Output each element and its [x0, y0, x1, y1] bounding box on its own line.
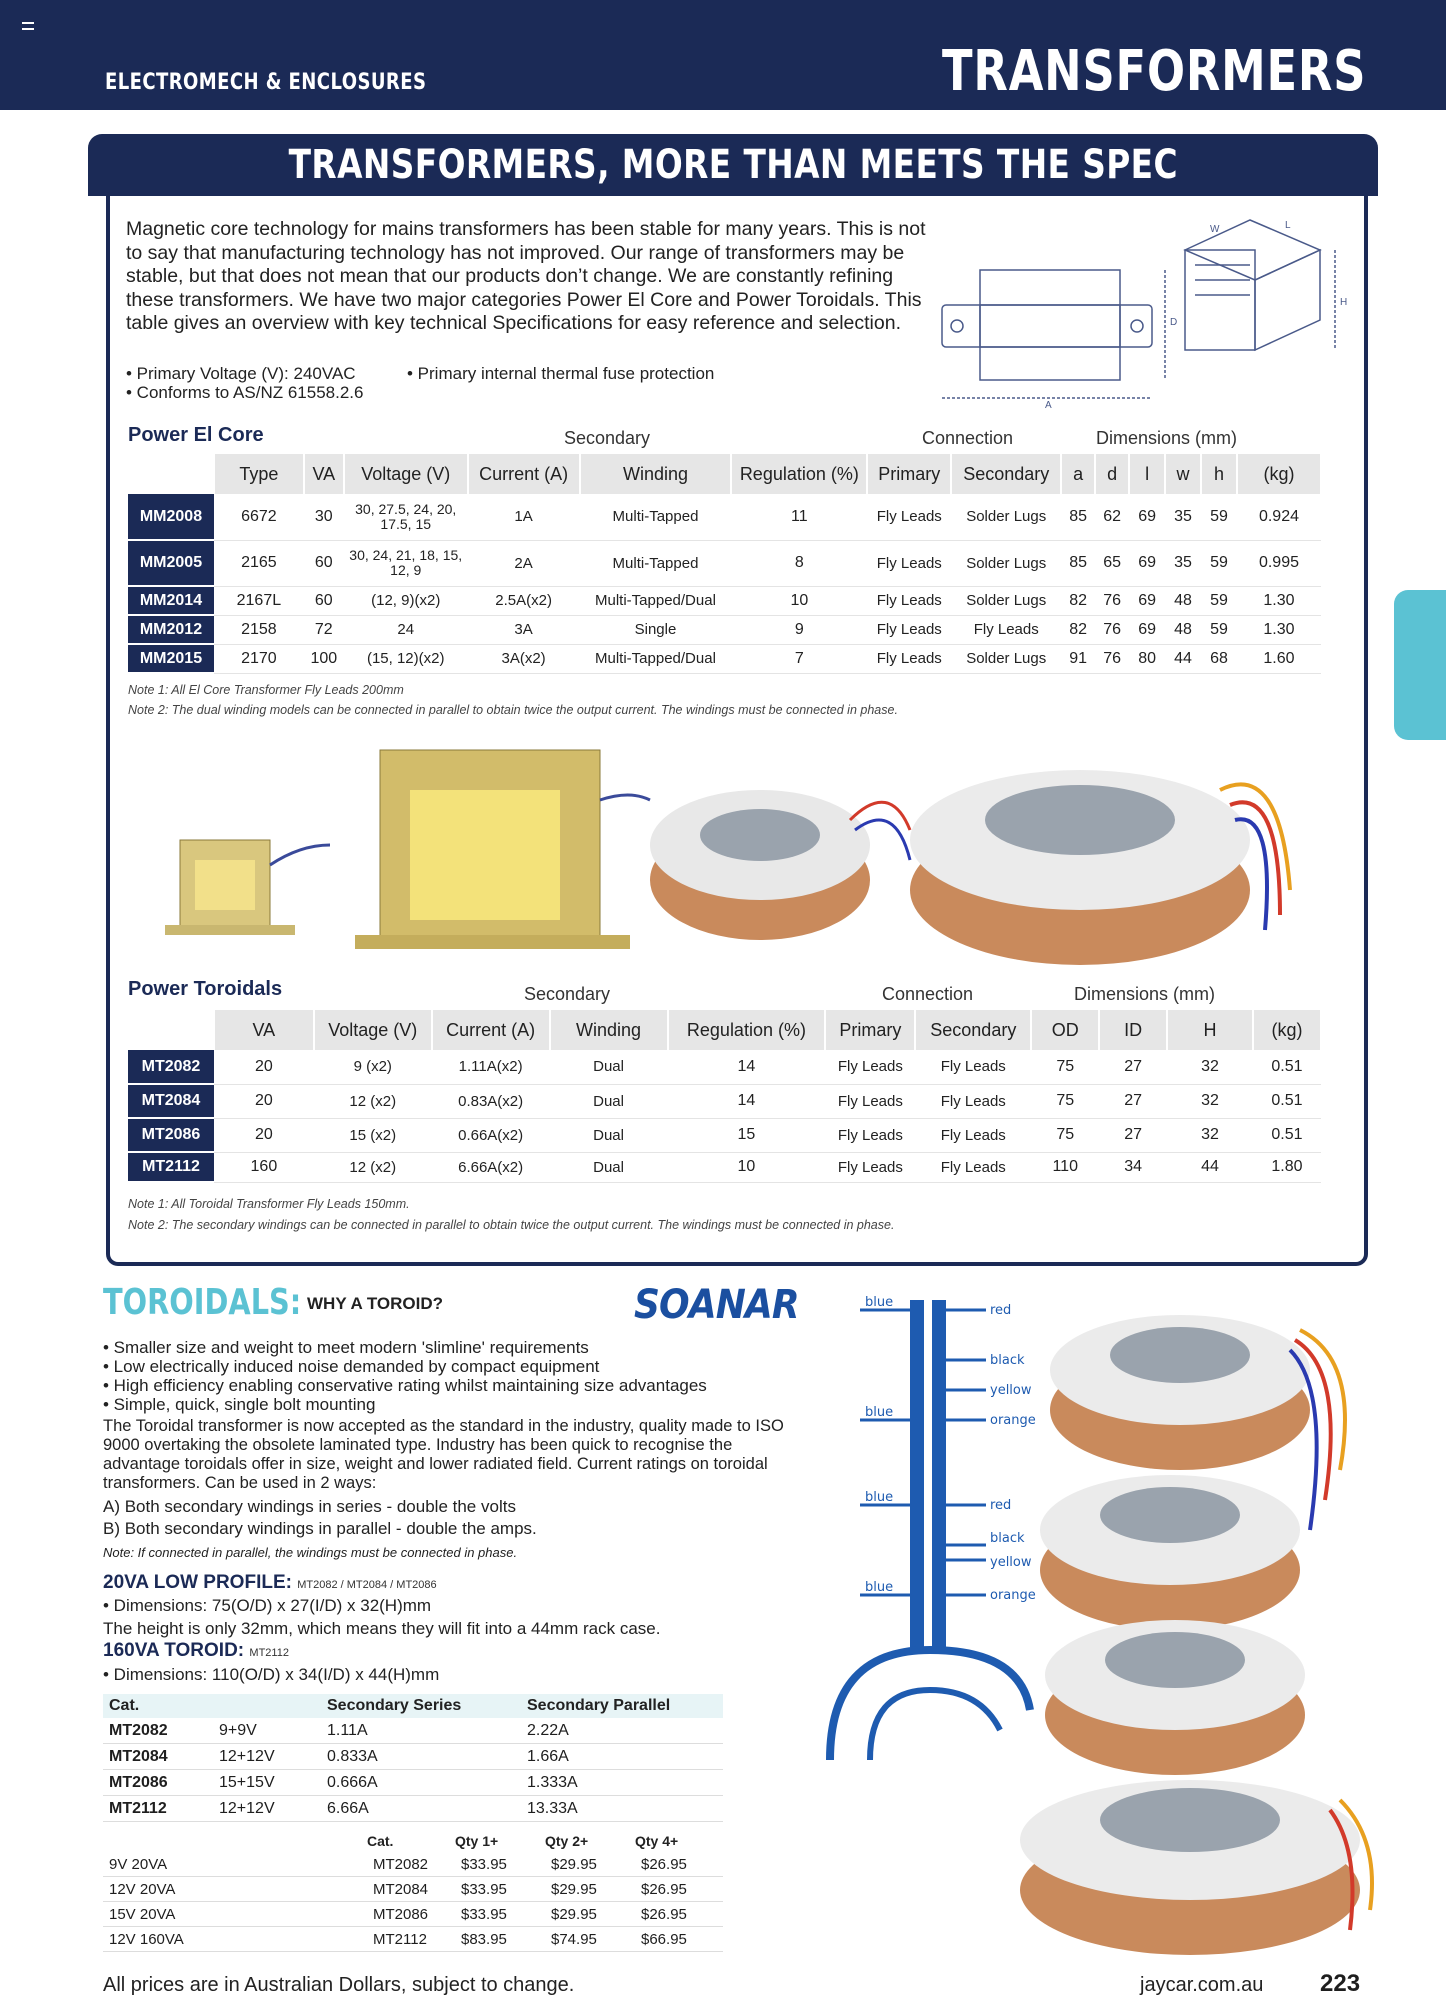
cell-va: 100: [304, 644, 344, 673]
cmp-parallel: 1.333A: [521, 1770, 723, 1796]
diagram-label-d: D: [1170, 317, 1178, 328]
el-core-group-dimensions: Dimensions (mm): [1096, 428, 1238, 448]
cell-h: 32: [1167, 1118, 1253, 1152]
cell-primary: Fly Leads: [867, 586, 951, 615]
cell-kg: 1.80: [1253, 1152, 1321, 1182]
cat-code: MM2012: [128, 615, 214, 644]
col-primary: Primary: [867, 454, 951, 494]
cell-a: 85: [1061, 494, 1095, 540]
table-row: [128, 615, 1321, 644]
col-h: H: [1167, 1010, 1253, 1050]
cmp-voltage: 12+12V: [213, 1796, 321, 1822]
cmp-parallel: 1.66A: [521, 1744, 723, 1770]
cell-primary: Fly Leads: [867, 540, 951, 586]
toroid-stack-2: [1040, 1475, 1300, 1630]
cell-va: 20: [214, 1118, 314, 1152]
toroidals-group-secondary: Secondary: [524, 984, 611, 1004]
price-header-row: [103, 1830, 723, 1852]
el-core-title: Power El Core: [128, 424, 264, 446]
banner-title: TRANSFORMERS, MORE THAN MEETS THE SPEC: [288, 142, 1178, 188]
why-bullet-4: • Simple, quick, single bolt mounting: [103, 1395, 376, 1414]
cell-h: 59: [1201, 615, 1237, 644]
cell-secondary: Fly Leads: [915, 1084, 1031, 1118]
cell-primary: Fly Leads: [867, 644, 951, 673]
cat-code: MM2008: [128, 494, 214, 540]
cell-d: 76: [1095, 615, 1129, 644]
cell-winding: Multi-Tapped/Dual: [580, 586, 732, 615]
cell-current: 2.5A(x2): [468, 586, 580, 615]
price-col-cat: Cat.: [367, 1833, 394, 1849]
cat-code: MT2112: [128, 1152, 214, 1182]
cell-voltage: 12 (x2): [314, 1152, 432, 1182]
toroid-stack-3: [1045, 1620, 1305, 1775]
cat-code: MT2082: [128, 1050, 214, 1084]
price-qty1: $33.95: [455, 1852, 545, 1877]
cell-current: 1.11A(x2): [432, 1050, 550, 1084]
cell-current: 6.66A(x2): [432, 1152, 550, 1182]
cell-l: 69: [1129, 615, 1165, 644]
cell-l: 80: [1129, 644, 1165, 673]
price-qty4: $26.95: [635, 1877, 723, 1902]
cell-current: 0.66A(x2): [432, 1118, 550, 1152]
low-profile-cats: MT2082 / MT2084 / MT2086: [297, 1579, 437, 1591]
wire-label-yellow: yellow: [990, 1383, 1032, 1398]
price-col-qty2: Qty 2+: [545, 1833, 589, 1849]
col-id: ID: [1099, 1010, 1167, 1050]
cell-od: 110: [1031, 1152, 1099, 1182]
toroidals-group-connection: Connection: [882, 984, 974, 1004]
cell-h: 32: [1167, 1050, 1253, 1084]
cell-id: 27: [1099, 1118, 1167, 1152]
cell-va: 20: [214, 1084, 314, 1118]
toroid-stack-photo: [1010, 1270, 1410, 1960]
why-note: Note: If connected in parallel, the windings must be connected in phase.: [103, 1545, 518, 1560]
cell-h: 59: [1201, 540, 1237, 586]
col-regulation: Regulation (%): [731, 454, 867, 494]
col-voltage: Voltage (V): [314, 1010, 432, 1050]
cell-w: 48: [1165, 586, 1201, 615]
cell-a: 85: [1061, 540, 1095, 586]
cell-primary: Fly Leads: [867, 615, 951, 644]
cell-voltage: (12, 9)(x2): [344, 586, 468, 615]
cell-secondary: Solder Lugs: [951, 644, 1061, 673]
cell-kg: 0.995: [1237, 540, 1321, 586]
why-bullet-3: • High efficiency enabling conservative rating whilst maintaining size advantages: [103, 1376, 707, 1395]
cell-id: 34: [1099, 1152, 1167, 1182]
cell-w: 35: [1165, 494, 1201, 540]
cmp-header-row: [103, 1694, 723, 1718]
cell-regulation: 15: [668, 1118, 826, 1152]
price-disclaimer: All prices are in Australian Dollars, subject to change.: [103, 1974, 575, 1996]
price-cat: MT2082: [367, 1852, 455, 1877]
cmp-col-series: Secondary Series: [321, 1694, 521, 1718]
low-profile-height: The height is only 32mm, which means they will fit into a 44mm rack case.: [103, 1619, 661, 1638]
price-qty4: $66.95: [635, 1927, 723, 1952]
price-qty2: $29.95: [545, 1877, 635, 1902]
cell-secondary: Fly Leads: [915, 1050, 1031, 1084]
cmp-series: 0.833A: [321, 1744, 521, 1770]
col-d: d: [1095, 454, 1129, 494]
why-toroid-subheading: WHY A TOROID?: [307, 1294, 443, 1313]
cell-va: 30: [304, 494, 344, 540]
cell-primary: Fly Leads: [825, 1084, 915, 1118]
cmp-series: 6.66A: [321, 1796, 521, 1822]
cell-winding: Multi-Tapped: [580, 540, 732, 586]
section-label: ELECTROMECH & ENCLOSURES: [105, 70, 427, 95]
low-profile-dims: • Dimensions: 75(O/D) x 27(I/D) x 32(H)mm: [103, 1596, 432, 1615]
toroid160-heading: [103, 1640, 289, 1662]
diagram-label-l: L: [1285, 220, 1291, 231]
table-row: [128, 494, 1321, 540]
cell-type: 6672: [214, 494, 304, 540]
cell-regulation: 8: [731, 540, 867, 586]
cell-secondary: Solder Lugs: [951, 586, 1061, 615]
col-secondary: Secondary: [951, 454, 1061, 494]
col-h: h: [1201, 454, 1237, 494]
ei-core-large-photo: [355, 750, 650, 949]
toroidals-header-row: [128, 1010, 1321, 1050]
wire-label-blue-3: blue: [865, 1490, 894, 1505]
col-secondary: Secondary: [915, 1010, 1031, 1050]
spec-banner: [88, 134, 1378, 196]
cmp-col-cat: Cat.: [103, 1694, 213, 1718]
toroidals-note-1: Note 1: All Toroidal Transformer Fly Leads 150mm.: [128, 1197, 410, 1211]
cell-winding: Dual: [550, 1118, 668, 1152]
table-row: [128, 586, 1321, 615]
el-core-note-2: Note 2: The dual winding models can be connected in parallel to obtain twice the output current. The windings must be connected in phase.: [128, 703, 898, 717]
cell-h: 44: [1167, 1152, 1253, 1182]
page-title: TRANSFORMERS: [941, 39, 1366, 104]
cell-h: 32: [1167, 1084, 1253, 1118]
cell-type: 2165: [214, 540, 304, 586]
cmp-series: 1.11A: [321, 1718, 521, 1744]
col-va: VA: [304, 454, 344, 494]
why-bullet-2: • Low electrically induced noise demanded by compact equipment: [103, 1357, 600, 1376]
price-qty4: $26.95: [635, 1852, 723, 1877]
cmp-cat: MT2112: [103, 1796, 213, 1822]
price-cat: MT2086: [367, 1902, 455, 1927]
cmp-voltage: 9+9V: [213, 1718, 321, 1744]
cell-current: 1A: [468, 494, 580, 540]
diagram-label-h: H: [1340, 297, 1348, 308]
col-type: Type: [214, 454, 304, 494]
cell-type: 2158: [214, 615, 304, 644]
cell-kg: 1.60: [1237, 644, 1321, 673]
cat-code: MT2084: [128, 1084, 214, 1118]
wire-label-red-2: red: [990, 1498, 1012, 1513]
price-desc: 12V 20VA: [103, 1877, 367, 1902]
table-row: [128, 1118, 1321, 1152]
ei-core-small-photo: [165, 840, 330, 935]
toroidals-group-dimensions: Dimensions (mm): [1074, 984, 1216, 1004]
col-winding: Winding: [580, 454, 732, 494]
cell-regulation: 9: [731, 615, 867, 644]
cell-current: 2A: [468, 540, 580, 586]
cell-winding: Multi-Tapped/Dual: [580, 644, 732, 673]
cell-type: 2170: [214, 644, 304, 673]
cmp-col-parallel: Secondary Parallel: [521, 1694, 723, 1718]
col-primary: Primary: [825, 1010, 915, 1050]
cell-va: 160: [214, 1152, 314, 1182]
cell-secondary: Fly Leads: [915, 1152, 1031, 1182]
cell-voltage: 9 (x2): [314, 1050, 432, 1084]
bullet-thermal-fuse: • Primary internal thermal fuse protection: [407, 364, 715, 383]
cell-a: 91: [1061, 644, 1095, 673]
cmp-cat: MT2086: [103, 1770, 213, 1796]
wire-label-yellow-2: yellow: [990, 1555, 1032, 1570]
soanar-logo: SOANAR: [634, 1282, 799, 1328]
cell-w: 48: [1165, 615, 1201, 644]
price-qty1: $33.95: [455, 1877, 545, 1902]
wire-label-black-2: black: [990, 1531, 1025, 1546]
col-current: Current (A): [432, 1010, 550, 1050]
price-cat: MT2112: [367, 1927, 455, 1952]
cell-va: 72: [304, 615, 344, 644]
toroidals-note-2: Note 2: The secondary windings can be connected in parallel to obtain twice the output current. The windings must be connected in phase.: [128, 1218, 895, 1232]
cell-winding: Dual: [550, 1084, 668, 1118]
cell-regulation: 14: [668, 1050, 826, 1084]
price-qty2: $29.95: [545, 1902, 635, 1927]
side-tab[interactable]: [1394, 590, 1446, 740]
cell-secondary: Solder Lugs: [951, 540, 1061, 586]
page-header: [0, 0, 1446, 110]
table-row: [103, 1770, 723, 1796]
table-row: [103, 1902, 723, 1927]
col-current: Current (A): [468, 454, 580, 494]
why-paragraph: The Toroidal transformer is now accepted as the standard in the industry, quality made to ISO 9000 overtaking the obsolete laminated type. Industry has been quick to recognise the advantage toroidals offer in size, weight and lower radiated field. Current ratings on toroidal transformers. Can be used in 2 ways:: [103, 1417, 784, 1492]
cell-kg: 0.51: [1253, 1118, 1321, 1152]
table-row: [103, 1877, 723, 1902]
diagram-label-a: A: [1045, 400, 1052, 410]
cell-d: 62: [1095, 494, 1129, 540]
col-w: w: [1165, 454, 1201, 494]
price-desc: 12V 160VA: [103, 1927, 367, 1952]
el-core-group-secondary: Secondary: [564, 428, 651, 448]
cell-regulation: 14: [668, 1084, 826, 1118]
low-profile-title: 20VA LOW PROFILE:: [103, 1572, 292, 1593]
cell-l: 69: [1129, 586, 1165, 615]
cmp-series: 0.666A: [321, 1770, 521, 1796]
menu-icon[interactable]: [22, 22, 34, 30]
dimension-diagram: [930, 210, 1350, 410]
table-row: [103, 1796, 723, 1822]
wire-label-black: black: [990, 1353, 1025, 1368]
toroid160-dims: • Dimensions: 110(O/D) x 34(I/D) x 44(H)mm: [103, 1665, 440, 1684]
cell-l: 69: [1129, 494, 1165, 540]
cell-h: 59: [1201, 494, 1237, 540]
cell-va: 60: [304, 586, 344, 615]
el-core-table: [128, 454, 1322, 674]
cell-id: 27: [1099, 1084, 1167, 1118]
toroid-stack-1: [1050, 1315, 1310, 1470]
cell-l: 69: [1129, 540, 1165, 586]
low-profile-heading: [103, 1572, 437, 1594]
cell-type: 2167L: [214, 586, 304, 615]
cmp-cat: MT2082: [103, 1718, 213, 1744]
price-qty2: $74.95: [545, 1927, 635, 1952]
cell-d: 76: [1095, 586, 1129, 615]
cell-secondary: Solder Lugs: [951, 494, 1061, 540]
cell-regulation: 7: [731, 644, 867, 673]
cell-regulation: 10: [731, 586, 867, 615]
price-cat: MT2084: [367, 1877, 455, 1902]
cell-primary: Fly Leads: [825, 1152, 915, 1182]
series-parallel-table: [103, 1694, 723, 1822]
toroidals-title: Power Toroidals: [128, 978, 283, 1000]
el-core-note-1: Note 1: All El Core Transformer Fly Leads 200mm: [128, 683, 404, 697]
price-qty1: $83.95: [455, 1927, 545, 1952]
cell-kg: 0.924: [1237, 494, 1321, 540]
cell-winding: Multi-Tapped: [580, 494, 732, 540]
el-core-header-row: [128, 454, 1321, 494]
cell-current: 3A: [468, 615, 580, 644]
toroid-medium-photo: [650, 790, 910, 940]
cell-od: 75: [1031, 1084, 1099, 1118]
website-link[interactable]: jaycar.com.au: [1140, 1974, 1264, 1996]
why-bullet-1: • Smaller size and weight to meet modern 'slimline' requirements: [103, 1338, 589, 1357]
col-winding: Winding: [550, 1010, 668, 1050]
cell-voltage: (15, 12)(x2): [344, 644, 468, 673]
cell-winding: Dual: [550, 1050, 668, 1084]
cell-regulation: 10: [668, 1152, 826, 1182]
cell-primary: Fly Leads: [867, 494, 951, 540]
col-va: VA: [214, 1010, 314, 1050]
toroid-stack-4: [1020, 1780, 1360, 1955]
cmp-col-voltage: [213, 1694, 321, 1718]
cell-voltage: 24: [344, 615, 468, 644]
cell-voltage: 12 (x2): [314, 1084, 432, 1118]
transformer-photos: [160, 730, 1340, 970]
page-number: 223: [1320, 1970, 1361, 1997]
cell-winding: Dual: [550, 1152, 668, 1182]
cell-h: 68: [1201, 644, 1237, 673]
cell-voltage: 30, 27.5, 24, 20, 17.5, 15: [344, 494, 468, 540]
cell-id: 27: [1099, 1050, 1167, 1084]
cat-code: MM2015: [128, 644, 214, 673]
bullet-primary-voltage: • Primary Voltage (V): 240VAC: [126, 364, 356, 383]
price-qty2: $29.95: [545, 1852, 635, 1877]
cell-current: 3A(x2): [468, 644, 580, 673]
toroid160-cats: MT2112: [249, 1647, 289, 1659]
pricing-table: [103, 1830, 723, 1952]
cell-od: 75: [1031, 1050, 1099, 1084]
cell-secondary: Fly Leads: [951, 615, 1061, 644]
price-desc: 9V 20VA: [103, 1852, 367, 1877]
toroid-large-photo: [910, 770, 1290, 965]
table-row: [128, 540, 1321, 586]
wire-label-orange-2: orange: [990, 1588, 1036, 1603]
cell-kg: 0.51: [1253, 1084, 1321, 1118]
price-qty4: $26.95: [635, 1902, 723, 1927]
table-row: [103, 1852, 723, 1877]
table-row: [128, 1152, 1321, 1182]
price-col-qty1: Qty 1+: [455, 1833, 499, 1849]
cmp-voltage: 15+15V: [213, 1770, 321, 1796]
cell-primary: Fly Leads: [825, 1118, 915, 1152]
cell-voltage: 15 (x2): [314, 1118, 432, 1152]
cell-current: 0.83A(x2): [432, 1084, 550, 1118]
col-od: OD: [1031, 1010, 1099, 1050]
cell-d: 76: [1095, 644, 1129, 673]
col-voltage: Voltage (V): [344, 454, 468, 494]
why-way-a: A) Both secondary windings in series - double the volts: [103, 1497, 516, 1516]
cell-d: 65: [1095, 540, 1129, 586]
wire-label-blue-2: blue: [865, 1405, 894, 1420]
cell-w: 35: [1165, 540, 1201, 586]
cmp-parallel: 2.22A: [521, 1718, 723, 1744]
cell-primary: Fly Leads: [825, 1050, 915, 1084]
table-row: [128, 644, 1321, 673]
cell-va: 60: [304, 540, 344, 586]
wire-label-blue-4: blue: [865, 1580, 894, 1595]
cell-regulation: 11: [731, 494, 867, 540]
table-row: [103, 1744, 723, 1770]
cmp-parallel: 13.33A: [521, 1796, 723, 1822]
cell-va: 20: [214, 1050, 314, 1084]
price-desc: 15V 20VA: [103, 1902, 367, 1927]
cat-code: MT2086: [128, 1118, 214, 1152]
toroidals-table: [128, 1010, 1322, 1183]
col-kg: (kg): [1253, 1010, 1321, 1050]
cell-a: 82: [1061, 586, 1095, 615]
cell-w: 44: [1165, 644, 1201, 673]
cell-secondary: Fly Leads: [915, 1118, 1031, 1152]
el-core-group-connection: Connection: [922, 428, 1014, 448]
wire-label-orange: orange: [990, 1413, 1036, 1428]
table-row: [128, 1050, 1321, 1084]
cell-kg: 1.30: [1237, 615, 1321, 644]
table-row: [103, 1718, 723, 1744]
toroidals-heading: TOROIDALS:: [103, 1282, 302, 1323]
cat-code: MM2014: [128, 586, 214, 615]
diagram-label-w: W: [1210, 224, 1220, 235]
table-row: [128, 1084, 1321, 1118]
cell-h: 59: [1201, 586, 1237, 615]
cmp-voltage: 12+12V: [213, 1744, 321, 1770]
cell-kg: 0.51: [1253, 1050, 1321, 1084]
wire-label-red: red: [990, 1303, 1012, 1318]
table-row: [103, 1927, 723, 1952]
why-way-b: B) Both secondary windings in parallel - double the amps.: [103, 1519, 537, 1538]
cmp-cat: MT2084: [103, 1744, 213, 1770]
col-kg: (kg): [1237, 454, 1321, 494]
cell-od: 75: [1031, 1118, 1099, 1152]
bullet-conforms: • Conforms to AS/NZ 61558.2.6: [126, 383, 364, 402]
cat-code: MM2005: [128, 540, 214, 586]
price-col-desc: [103, 1830, 367, 1852]
cell-kg: 1.30: [1237, 586, 1321, 615]
cell-a: 82: [1061, 615, 1095, 644]
wire-label-blue: blue: [865, 1295, 894, 1310]
col-a: a: [1061, 454, 1095, 494]
price-qty1: $33.95: [455, 1902, 545, 1927]
col-l: l: [1129, 454, 1165, 494]
col-regulation: Regulation (%): [668, 1010, 826, 1050]
cell-winding: Single: [580, 615, 732, 644]
cell-voltage: 30, 24, 21, 18, 15, 12, 9: [344, 540, 468, 586]
toroid160-title: 160VA TOROID:: [103, 1640, 245, 1661]
price-col-qty4: Qty 4+: [635, 1833, 679, 1849]
intro-paragraph: Magnetic core technology for mains transformers has been stable for many years. This is not to say that manufacturing technology has not improved. Our range of transformers may be stable, but that does not mean that our products don’t change. We are constantly refining these transformers. We have two major categories Power El Core and Power Toroidals. This table gives an overview with key technical Specifications for easy reference and selection.: [126, 218, 926, 334]
